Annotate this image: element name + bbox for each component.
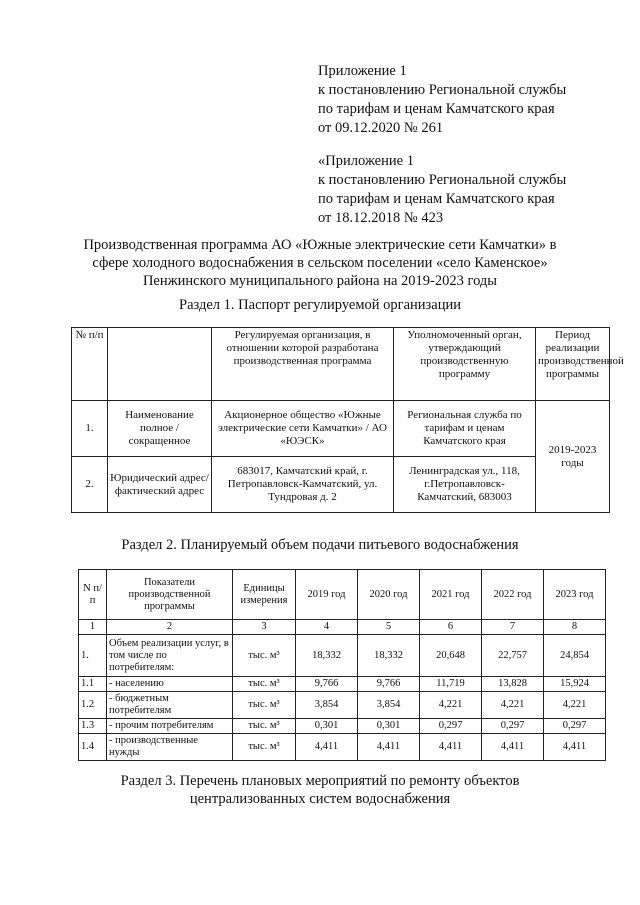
passport-row-num: 1. — [72, 401, 108, 457]
passport-header-org: Регулируемая организация, в отношении которой разработана производственная программа — [212, 328, 394, 401]
appendix-original-line3: по тарифам и ценам Камчатского края — [318, 191, 555, 207]
appendix-current-line4: от 09.12.2020 № 261 — [318, 120, 444, 136]
passport-row-label: Юридический адрес/фактический адрес — [108, 457, 212, 513]
volume-cell-2021: 0,297 — [420, 719, 482, 734]
volume-cell-2021: 4,221 — [420, 692, 482, 719]
volume-header-2022: 2022 год — [482, 570, 544, 620]
volume-cell-2023: 24,854 — [544, 635, 606, 677]
volume-cell-2023: 0,297 — [544, 719, 606, 734]
table-row — [72, 401, 610, 457]
volume-column-numbers-row — [79, 620, 606, 635]
document-title — [40, 236, 600, 290]
passport-row-authority: Ленинградская ул., 118, г.Петропавловск-Камчатский, 683003 — [394, 457, 536, 513]
appendix-original-line2: к постановлению Региональной службы — [318, 172, 567, 188]
passport-period-value: 2019-2023 годы — [536, 401, 610, 513]
volume-header-2020: 2020 год — [358, 570, 420, 620]
passport-row-label: Наименование полное / сокращенное — [108, 401, 212, 457]
volume-cell-2019: 3,854 — [296, 692, 358, 719]
volume-cell-2020: 0,301 — [358, 719, 420, 734]
document-title-line2: сфере холодного водоснабжения в сельском поселении «село Каменское» — [92, 255, 548, 271]
document-title-line1: Производственная программа АО «Южные электрические сети Камчатки» в — [83, 237, 557, 253]
volume-cell-2021: 11,719 — [420, 677, 482, 692]
volume-cell-2019: 0,301 — [296, 719, 358, 734]
passport-header-period: Период реализации производственной программы — [536, 328, 610, 401]
volume-header-unit: Единицы измерения — [233, 570, 296, 620]
passport-header-row — [72, 328, 610, 401]
appendix-current-line1: Приложение 1 — [318, 63, 407, 79]
volume-row-num: 1.1 — [79, 677, 107, 692]
volume-header-num: N п/п — [79, 570, 107, 620]
volume-cell-2023: 15,924 — [544, 677, 606, 692]
volume-cell-2020: 3,854 — [358, 692, 420, 719]
passport-header-blank — [108, 328, 212, 401]
appendix-original-line1: «Приложение 1 — [318, 153, 414, 169]
volume-row-name: - производственные нужды — [107, 734, 233, 761]
volume-cell-2022: 13,828 — [482, 677, 544, 692]
volume-row-name: - бюджетным потребителям — [107, 692, 233, 719]
volume-row-name: - населению — [107, 677, 233, 692]
table-row — [79, 677, 606, 692]
volume-cell-2019: 4,411 — [296, 734, 358, 761]
volume-cell-2022: 4,411 — [482, 734, 544, 761]
volume-row-num: 1.3 — [79, 719, 107, 734]
column-number: 2 — [107, 620, 233, 635]
section1-title: Раздел 1. Паспорт регулируемой организации — [179, 297, 461, 313]
passport-header-authority: Уполномоченный орган, утверждающий производственную программу — [394, 328, 536, 401]
volume-row-num: 1.2 — [79, 692, 107, 719]
column-number: 3 — [233, 620, 296, 635]
volume-header-2023: 2023 год — [544, 570, 606, 620]
passport-row-org: 683017, Камчатский край, г. Петропавловск-Камчатский, ул. Тундровая д. 2 — [212, 457, 394, 513]
volume-cell-2021: 20,648 — [420, 635, 482, 677]
passport-header-num: № п/п — [72, 328, 108, 401]
column-number: 4 — [296, 620, 358, 635]
volume-cell-2020: 4,411 — [358, 734, 420, 761]
table-row — [72, 457, 610, 513]
table-row — [79, 635, 606, 677]
volume-table — [78, 569, 606, 761]
volume-row-unit: тыс. м³ — [233, 719, 296, 734]
appendix-original-block — [318, 152, 566, 228]
passport-row-num: 2. — [72, 457, 108, 513]
document-title-line3: Пенжинского муниципального района на 2019-2023 годы — [142, 273, 498, 289]
volume-cell-2020: 9,766 — [358, 677, 420, 692]
table-row — [79, 719, 606, 734]
volume-row-name: - прочим потребителям — [107, 719, 233, 734]
volume-cell-2023: 4,411 — [544, 734, 606, 761]
volume-cell-2022: 0,297 — [482, 719, 544, 734]
volume-row-unit: тыс. м³ — [233, 692, 296, 719]
appendix-current-line3: по тарифам и ценам Камчатского края — [318, 101, 555, 117]
volume-cell-2020: 18,332 — [358, 635, 420, 677]
volume-cell-2019: 18,332 — [296, 635, 358, 677]
appendix-original-line4: от 18.12.2018 № 423 — [318, 210, 444, 226]
column-number: 7 — [482, 620, 544, 635]
section3-title-line2: централизованных систем водоснабжения — [189, 791, 451, 807]
volume-cell-2023: 4,221 — [544, 692, 606, 719]
volume-header-row — [79, 570, 606, 620]
volume-header-2021: 2021 год — [420, 570, 482, 620]
appendix-current-block — [318, 62, 566, 138]
volume-cell-2022: 22,757 — [482, 635, 544, 677]
volume-cell-2019: 9,766 — [296, 677, 358, 692]
table-row — [79, 692, 606, 719]
table-row — [79, 734, 606, 761]
volume-cell-2021: 4,411 — [420, 734, 482, 761]
volume-row-unit: тыс. м³ — [233, 677, 296, 692]
section3-title-line1: Раздел 3. Перечень плановых мероприятий по ремонту объектов — [120, 773, 520, 789]
column-number: 1 — [79, 620, 107, 635]
section2-title: Раздел 2. Планируемый объем подачи питьевого водоснабжения — [121, 537, 519, 553]
volume-cell-2022: 4,221 — [482, 692, 544, 719]
column-number: 5 — [358, 620, 420, 635]
volume-header-indicator: Показатели производственной программы — [107, 570, 233, 620]
volume-header-2019: 2019 год — [296, 570, 358, 620]
section3-title — [40, 772, 600, 808]
passport-table — [71, 327, 624, 513]
volume-row-num: 1. — [79, 635, 107, 677]
volume-row-unit: тыс. м³ — [233, 635, 296, 677]
volume-row-name: Объем реализации услуг, в том числе по потребителям: — [107, 635, 233, 677]
volume-row-unit: тыс. м³ — [233, 734, 296, 761]
appendix-current-line2: к постановлению Региональной службы — [318, 82, 567, 98]
passport-row-authority: Региональная служба по тарифам и ценам Камчатского края — [394, 401, 536, 457]
column-number: 6 — [420, 620, 482, 635]
volume-row-num: 1.4 — [79, 734, 107, 761]
passport-row-org: Акционерное общество «Южные электрические сети Камчатки» / АО «ЮЭСК» — [212, 401, 394, 457]
column-number: 8 — [544, 620, 606, 635]
